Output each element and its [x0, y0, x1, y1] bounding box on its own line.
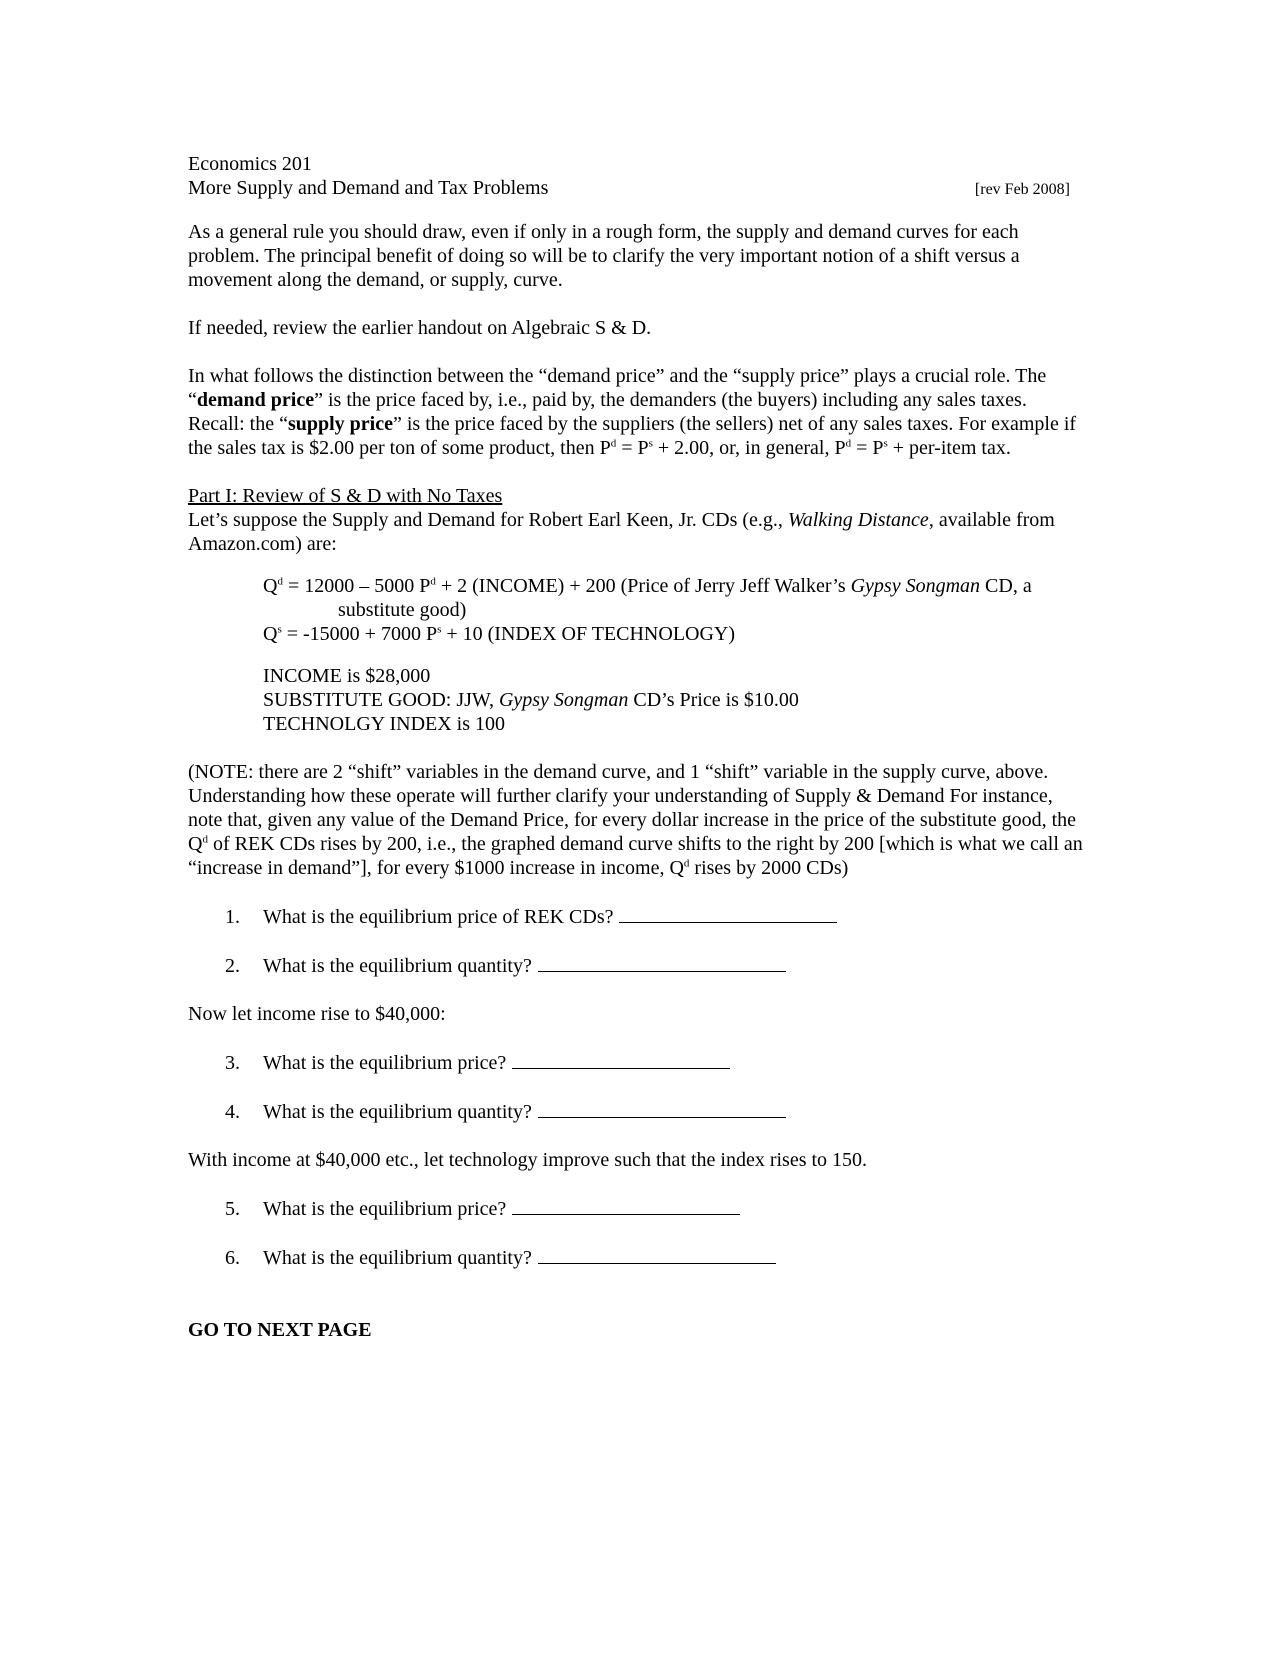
answer-blank[interactable]: [512, 1050, 730, 1069]
answer-blank[interactable]: [538, 953, 786, 972]
question-text: What is the equilibrium price?: [263, 1198, 507, 1220]
note-paragraph: [188, 760, 1088, 880]
question-number: 1.: [225, 906, 240, 928]
term-supply-price: supply price: [287, 413, 393, 435]
course-name: Economics 201: [188, 153, 312, 175]
superscript-d: d: [683, 857, 690, 870]
text-run: = P: [851, 437, 884, 459]
equations-block: [263, 574, 1088, 736]
document-title: More Supply and Demand and Tax Problems: [188, 177, 549, 199]
text-run: Q: [263, 575, 278, 597]
answer-blank[interactable]: [538, 1245, 776, 1264]
intro-paragraph-3: [188, 364, 1088, 460]
superscript-d: d: [202, 833, 208, 846]
album-title: Gypsy Songman: [498, 689, 629, 711]
supply-equation: [263, 622, 1088, 646]
text-run: = -15000 + 7000 P: [281, 623, 438, 645]
part-1-lead: [188, 508, 1088, 556]
text-run: Q: [263, 623, 278, 645]
text-run: (NOTE: there are 2 “shift” variables in the demand curve, and 1 “shift” variable in the supply curve, above. Understanding how these operate will further clarify your understanding of Supply & Demand For instance, note that, given any value of the Demand Price, for every dollar increase in the price of the substitute good, the Q: [188, 761, 1077, 855]
text-run: CD’s Price is $10.00: [628, 689, 799, 711]
text-run: of REK CDs rises by 200, i.e., the graphed demand curve shifts to the right by 200 [which is what we call an “increase in demand”], for every $1000 increase in income, Q: [188, 833, 1083, 879]
text-run: + 2 (INCOME) + 200 (Price of Jerry Jeff Walker’s: [435, 575, 851, 597]
superscript-s: s: [437, 623, 442, 636]
text-run: Let’s suppose the Supply and Demand for Robert Earl Keen, Jr. CDs (e.g.,: [188, 509, 788, 531]
text-run: + per-item tax.: [887, 437, 1011, 459]
term-demand-price: demand price: [196, 389, 315, 411]
text-run: = 12000 – 5000 P: [282, 575, 431, 597]
question-text: What is the equilibrium quantity?: [263, 1247, 532, 1269]
text-run: ” is the price faced by the suppliers (the sellers) net of any sales taxes. For example if the sales tax is $2.00 per ton of some product, then P: [188, 413, 1077, 459]
question-item: [225, 1099, 1088, 1124]
text-run: + 10 (INDEX OF TECHNOLOGY): [441, 623, 736, 645]
album-title: Walking Distance: [787, 509, 929, 531]
demand-equation: [263, 574, 1088, 598]
superscript-s: s: [883, 437, 888, 450]
superscript-d: d: [845, 437, 852, 450]
question-text: What is the equilibrium quantity?: [263, 1101, 532, 1123]
question-text: What is the equilibrium quantity?: [263, 955, 532, 977]
question-item: [225, 1050, 1088, 1075]
answer-blank[interactable]: [538, 1099, 786, 1118]
album-title: Gypsy Songman: [850, 575, 981, 597]
text-run: ” is the price faced by, i.e., paid by, the demanders (the buyers) including any sales taxes. Recall: the “: [188, 389, 1027, 435]
question-number: 6.: [225, 1247, 240, 1269]
question-number: 5.: [225, 1198, 240, 1220]
go-to-next-page: GO TO NEXT PAGE: [188, 1319, 372, 1341]
question-item: [225, 1196, 1088, 1221]
superscript-d: d: [277, 575, 283, 588]
text-run: = P: [616, 437, 649, 459]
technology-improve-text: With income at $40,000 etc., let technology improve such that the index rises to 150.: [188, 1149, 868, 1171]
text-run: CD, a: [980, 575, 1032, 597]
text-run: , available from Amazon.com) are:: [188, 509, 1055, 555]
superscript-d: d: [430, 575, 436, 588]
question-item: [225, 1245, 1088, 1270]
question-text: What is the equilibrium price?: [263, 1052, 507, 1074]
part-1-heading: Part I: Review of S & D with No Taxes: [188, 485, 503, 507]
question-text: What is the equilibrium price of REK CDs?: [263, 906, 614, 928]
intro-paragraph-1: As a general rule you should draw, even if only in a rough form, the supply and demand curves for each problem. The principal benefit of doing so will be to clarify the very important notion of a shift versus a movement along the demand, or supply, curve.: [188, 221, 1020, 291]
text-run: In what follows the distinction between the “demand price” and the “supply price” plays a crucial role. The “: [188, 365, 1047, 411]
substitute-good-value: [263, 688, 1088, 712]
question-item: [225, 904, 1088, 929]
question-number: 2.: [225, 955, 240, 977]
income-rise-text: Now let income rise to $40,000:: [188, 1003, 446, 1025]
superscript-s: s: [277, 623, 282, 636]
answer-blank[interactable]: [512, 1196, 740, 1215]
superscript-s: s: [648, 437, 653, 450]
revision-date: [rev Feb 2008]: [974, 181, 1070, 198]
technology-index-value: TECHNOLGY INDEX is 100: [263, 713, 506, 735]
income-value: INCOME is $28,000: [263, 665, 431, 687]
text-run: rises by 2000 CDs): [689, 857, 849, 879]
answer-blank[interactable]: [619, 904, 837, 923]
superscript-d: d: [610, 437, 617, 450]
text-run: + 2.00, or, in general, P: [652, 437, 846, 459]
text-run: SUBSTITUTE GOOD: JJW,: [263, 689, 499, 711]
question-number: 3.: [225, 1052, 240, 1074]
question-item: [225, 953, 1088, 978]
intro-paragraph-2: If needed, review the earlier handout on Algebraic S & D.: [188, 317, 652, 339]
question-number: 4.: [225, 1101, 240, 1123]
header-line: [188, 176, 1070, 202]
worksheet-page: [188, 152, 1088, 1342]
demand-equation-continued: substitute good): [338, 599, 467, 621]
